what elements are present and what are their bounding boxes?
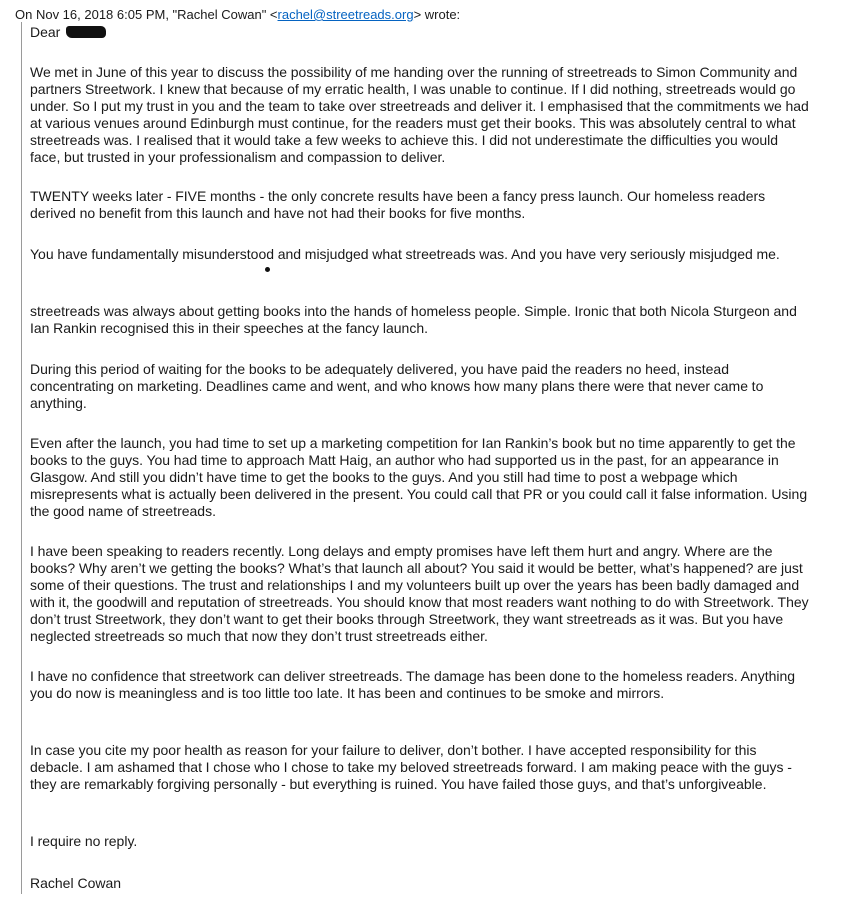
header-suffix: > wrote: bbox=[413, 7, 461, 22]
paragraph-9: In case you cite my poor health as reason for your failure to deliver, don’t bother. I have accepted responsibility for this debacle. I am ashamed that I chose who I chose to take my beloved streetreads forward. I am making peace with the guys - they are remarkably forgiving personally - but everything is ruined. You have failed those guys, and that’s unforgiveable. bbox=[30, 742, 792, 792]
header-prefix: On Nov 16, 2018 6:05 PM, "Rachel Cowan" < bbox=[15, 7, 278, 22]
signature: Rachel Cowan bbox=[30, 875, 122, 891]
paragraph-5: During this period of waiting for the books to be adequately delivered, you have paid the readers no heed, instead concentrating on marketing. Deadlines came and went, and who knows how many plans there were that never came to anything. bbox=[30, 361, 764, 411]
paragraph-10: I require no reply. bbox=[30, 833, 138, 849]
redacted-name bbox=[66, 26, 106, 38]
greeting-line bbox=[30, 24, 106, 41]
stray-dot-mark bbox=[265, 267, 270, 272]
paragraph-6: Even after the launch, you had time to set up a marketing competition for Ian Rankin’s book but no time apparently to get the books to the guys. You had time to approach Matt Haig, an author who had supported us in the past, for an appearance in Glasgow. And still you didn’t have time to get the books to the guys. And you still had time to post a webpage which misrepresents what is actually been delivered in the present. You could call that PR or you could call it false information. Using the good name of streetreads. bbox=[30, 435, 808, 519]
quoted-email-header bbox=[15, 7, 460, 23]
paragraph-1: We met in June of this year to discuss the possibility of me handing over the running of streetreads to Simon Community and partners Streetwork. I knew that because of my erratic health, I was unable to continue. If I did nothing, streetreads would go under. So I put my trust in you and the team to take over streetreads and deliver it. I emphasised that the commitments we had at various venues around Edinburgh must continue, for the readers must get their books. This was absolutely central to what streetreads was. I realised that it would take a few weeks to achieve this. I did not underestimate the difficulties you would face, but trusted in your professionalism and compassion to deliver. bbox=[30, 64, 809, 165]
paragraph-4: streetreads was always about getting books into the hands of homeless people. Simple. Ironic that both Nicola Sturgeon and Ian Rankin recognised this in their speeches at the fancy launch. bbox=[30, 303, 797, 336]
paragraph-7: I have been speaking to readers recently. Long delays and empty promises have left them hurt and angry. Where are the books? Why aren’t we getting the books? What’s that launch all about? You said it would be better, what’s happened? are just some of their questions. The trust and relationships I and my volunteers built up over the years has been badly damaged and with it, the goodwill and reputation of streetreads. You should know that most readers want nothing to do with Streetwork. They don’t trust Streetwork, they don’t want to get their books through Streetwork, they want streetreads as it was. But you have neglected streetreads so much that now they don’t trust streetreads either. bbox=[30, 543, 809, 644]
quoted-email-body bbox=[21, 22, 811, 894]
paragraph-8: I have no confidence that streetwork can deliver streetreads. The damage has been done to the homeless readers. Anything you do now is meaningless and is too little too late. It has been and continues to be smoke and mirrors. bbox=[30, 668, 796, 701]
paragraph-2: TWENTY weeks later - FIVE months - the only concrete results have been a fancy press launch. Our homeless readers derived no benefit from this launch and have not had their books for five months. bbox=[30, 188, 766, 221]
greeting-text: Dear bbox=[30, 24, 61, 40]
sender-email-link[interactable]: rachel@streetreads.org bbox=[277, 7, 414, 22]
paragraph-3: You have fundamentally misunderstood and misjudged what streetreads was. And you have very seriously misjudged me. bbox=[30, 246, 780, 262]
